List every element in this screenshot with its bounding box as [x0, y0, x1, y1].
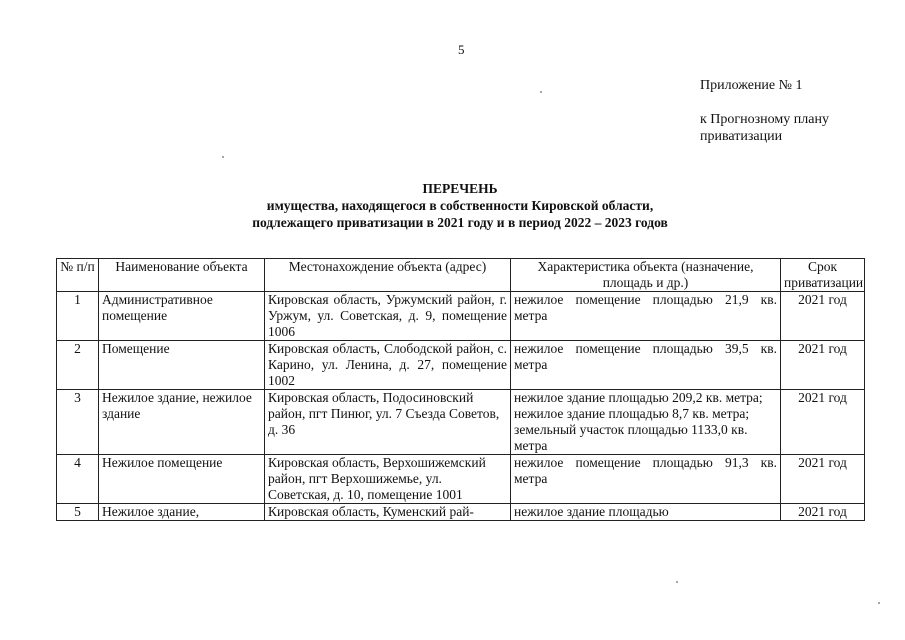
appendix-title: Приложение № 1 [700, 78, 803, 93]
row-location: Кировская область, Слободской район, с. Карино, ул. Ленина, д. 27, помещение 1002 [265, 341, 511, 390]
header-name: Наименование объекта [99, 259, 265, 292]
row-location: Кировская область, Уржумский район, г. Уржум, ул. Советская, д. 9, помещение 1006 [265, 292, 511, 341]
row-characteristic: нежилое помещение площадью 91,3 кв. метра [511, 455, 781, 504]
row-term: 2021 год [781, 455, 865, 504]
page-number: 5 [458, 42, 465, 57]
table-row [57, 292, 865, 341]
row-location: Кировская область, Верхошижемский район, пгт Верхошижемье, ул. Советская, д. 10, помещение 1001 [265, 455, 511, 504]
table-row [57, 390, 865, 455]
row-name: Административное помещение [99, 292, 265, 341]
row-number: 3 [57, 390, 99, 455]
heading-line-2: имущества, находящегося в собственности Кировской области, [266, 198, 654, 213]
row-location: Кировская область, Куменский рай- [265, 504, 511, 521]
scan-speck [222, 156, 224, 158]
row-term: 2021 год [781, 504, 865, 521]
row-characteristic: нежилое здание площадью [511, 504, 781, 521]
scan-speck [878, 602, 880, 604]
row-characteristic: нежилое помещение площадью 39,5 кв. метра [511, 341, 781, 390]
row-name: Нежилое здание, [99, 504, 265, 521]
row-term: 2021 год [781, 292, 865, 341]
table-row [57, 341, 865, 390]
header-number: № п/п [57, 259, 99, 292]
heading-title: ПЕРЕЧЕНЬ [422, 181, 498, 196]
heading-line-3: подлежащего приватизации в 2021 году и в период 2022 – 2023 годов [252, 215, 668, 230]
row-name: Нежилое здание, нежилое здание [99, 390, 265, 455]
header-location: Местонахождение объекта (адрес) [265, 259, 511, 292]
row-location: Кировская область, Подосиновский район, пгт Пинюг, ул. 7 Съезда Советов, д. 36 [265, 390, 511, 455]
row-name: Помещение [99, 341, 265, 390]
row-number: 5 [57, 504, 99, 521]
row-characteristic: нежилое здание площадью 209,2 кв. метра; нежилое здание площадью 8,7 кв. метра; земельный участок площадью 1133,0 кв. метра [511, 390, 781, 455]
scan-speck [676, 581, 678, 583]
row-number: 1 [57, 292, 99, 341]
appendix-subtitle: к Прогнозному плану приватизации [700, 112, 829, 144]
document-heading [200, 180, 720, 231]
table-row [57, 504, 865, 521]
header-characteristic: Характеристика объекта (назначение, площадь и др.) [511, 259, 781, 292]
row-characteristic: нежилое помещение площадью 21,9 кв. метра [511, 292, 781, 341]
row-number: 2 [57, 341, 99, 390]
table-header-row [57, 259, 865, 292]
header-term: Срок приватизации [781, 259, 865, 292]
row-term: 2021 год [781, 341, 865, 390]
row-name: Нежилое помещение [99, 455, 265, 504]
property-table [56, 258, 865, 521]
row-term: 2021 год [781, 390, 865, 455]
scan-speck [540, 91, 542, 93]
table-row [57, 455, 865, 504]
row-number: 4 [57, 455, 99, 504]
